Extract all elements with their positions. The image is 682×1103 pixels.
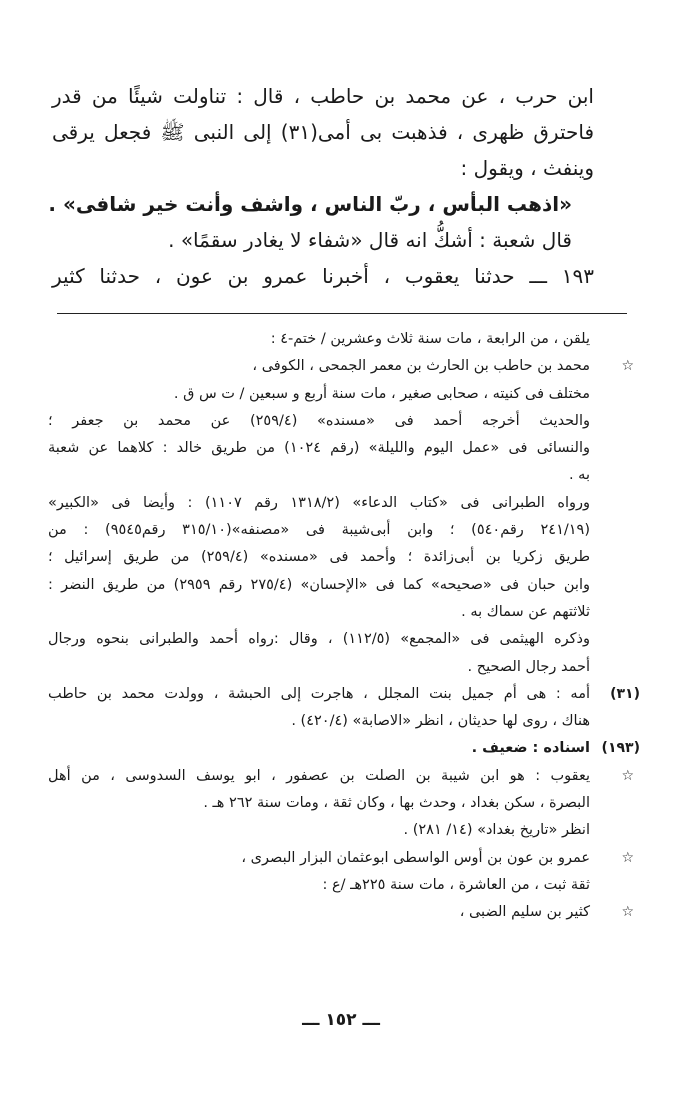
footnote-line [48, 735, 640, 762]
footnote-line [48, 572, 600, 599]
footnote-line [48, 435, 600, 462]
footnote-line [48, 790, 600, 817]
footnote-line [48, 626, 600, 653]
footnote-line [48, 654, 600, 681]
footnote-text: هناك ، روى لها حديثان ، انظر «الاصابة» (٤٢٠/٤) . [291, 713, 590, 730]
footnote-line [48, 353, 634, 380]
footnote-text: محمد بن حاطب بن الحارث بن معمر الجمحى ، الكوفى ، [252, 358, 590, 375]
main-line: وينفث ، ويقول : [460, 156, 594, 180]
star-icon: ☆ [621, 849, 634, 866]
main-line: فاحترق ظهرى ، فذهبت بى أمى(٣١) إلى النبى ﷺ فجعل يرقى [52, 120, 595, 144]
footnote-line [48, 462, 600, 489]
footnote-number: (١٩٣) [601, 740, 640, 757]
footnotes [48, 326, 640, 927]
footnote-line [48, 381, 600, 408]
footnote-text: عمرو بن عون بن أوس الواسطى ابوعثمان البزار البصرى ، [241, 849, 590, 866]
main-text [48, 78, 595, 294]
footnote-text: أحمد رجال الصحيح . [467, 658, 590, 675]
footnote-text: والنسائى فى «عمل اليوم والليلة» (رقم ١٠٢٤) من طريق خالد : كلاهما عن شعبة [48, 440, 590, 457]
main-line: ١٩٣ ـــ حدثنا يعقوب ، أخبرنا عمرو بن عون ، حدثنا كثير [52, 264, 594, 288]
main-line: قال شعبة : أشكُّ انه قال «شفاء لا يغادر سقمًا» . [168, 228, 572, 252]
footnote-text: وذكره الهيثمى فى «المجمع» (١١٢/٥) ، وقال :رواه أحمد والطبرانى بنحوه ورجال [48, 631, 591, 648]
footnote-text: كثير بن سليم الضبى ، [459, 904, 590, 921]
footnote-line [48, 517, 600, 544]
footnote-text: اسناده : ضعيف . [471, 740, 590, 757]
footnote-text: به . [568, 467, 590, 484]
footnote-line [48, 408, 600, 435]
footnote-line [48, 708, 600, 735]
page-number: ـــ ١٥٢ ـــ [302, 1010, 380, 1030]
footnote-text: انظر «تاريخ بغداد» (١٤/ ٢٨١) . [403, 822, 590, 839]
star-icon: ☆ [621, 767, 634, 784]
footnote-text: ثلاثتهم عن سماك به . [461, 603, 590, 620]
footnote-line [48, 817, 600, 844]
footnote-line [48, 490, 600, 517]
star-icon: ☆ [621, 358, 634, 375]
footnote-separator [57, 313, 627, 314]
footnote-text: مختلف فى كنيته ، صحابى صغير ، مات سنة أربع و سبعين / ت س ق . [173, 385, 590, 402]
star-icon: ☆ [621, 904, 634, 921]
footnote-text: والحديث أخرجه أحمد فى «مسنده» (٢٥٩/٤) عن محمد بن جعفر ؛ [48, 412, 590, 429]
footnote-text: يلقن ، من الرابعة ، مات سنة ثلاث وعشرين / ختم-٤ : [270, 331, 590, 347]
footnote-text: طريق زكريا بن أبى‌زائدة ؛ وأحمد فى «مسنده» (٢٥٩/٤) من طريق إسرائيل ؛ [48, 549, 591, 566]
footnote-number: (٣١) [610, 685, 640, 702]
footnote-line [48, 544, 600, 571]
footnote-line [48, 326, 600, 353]
footnote-line [48, 845, 634, 872]
footnote-text: وابن حبان فى «صحيحه» كما فى «الإحسان» (٢٧٥/٤ رقم ٢٩٥٩) من طريق النضر : [48, 576, 590, 593]
footnote-line [48, 899, 634, 926]
footnote-text: (٢٤١/١٩ رقم٥٤٠) ؛ وابن أبى‌شيبة فى «مصنفه»(٣١٥/١٠ رقم٩٥٤٥) : من [48, 522, 590, 539]
footnote-text: البصرة ، سكن بغداد ، وحدث بها ، وكان ثقة ، ومات سنة ٢٦٢ هـ . [203, 795, 590, 812]
footnote-line [48, 872, 600, 899]
footnote-text: ورواه الطبرانى فى «كتاب الدعاء» (١٣١٨/٢ رقم ١١٠٧) : وأيضا فى «الكبير» [48, 494, 590, 511]
main-line: ابن حرب ، عن محمد بن حاطب ، قال : تناولت شيئًا من قدر [52, 84, 594, 108]
footnote-text: ثقة ثبت ، من العاشرة ، مات سنة ٢٢٥هـ /ع : [322, 876, 590, 893]
footnote-line [48, 599, 600, 626]
main-line: «اذهب البأس ، ربّ الناس ، واشف وأنت خير شافى» . [48, 192, 572, 216]
footnote-text: أمه : هى أم جميل بنت المجلل ، هاجرت إلى الحبشة ، وولدت محمد بن حاطب [48, 685, 590, 702]
footnote-line [48, 681, 640, 708]
footnote-line [48, 763, 634, 790]
footnote-text: يعقوب : هو ابن شيبة بن الصلت بن عصفور ، ابو يوسف السدوسى ، من أهل [48, 767, 590, 784]
